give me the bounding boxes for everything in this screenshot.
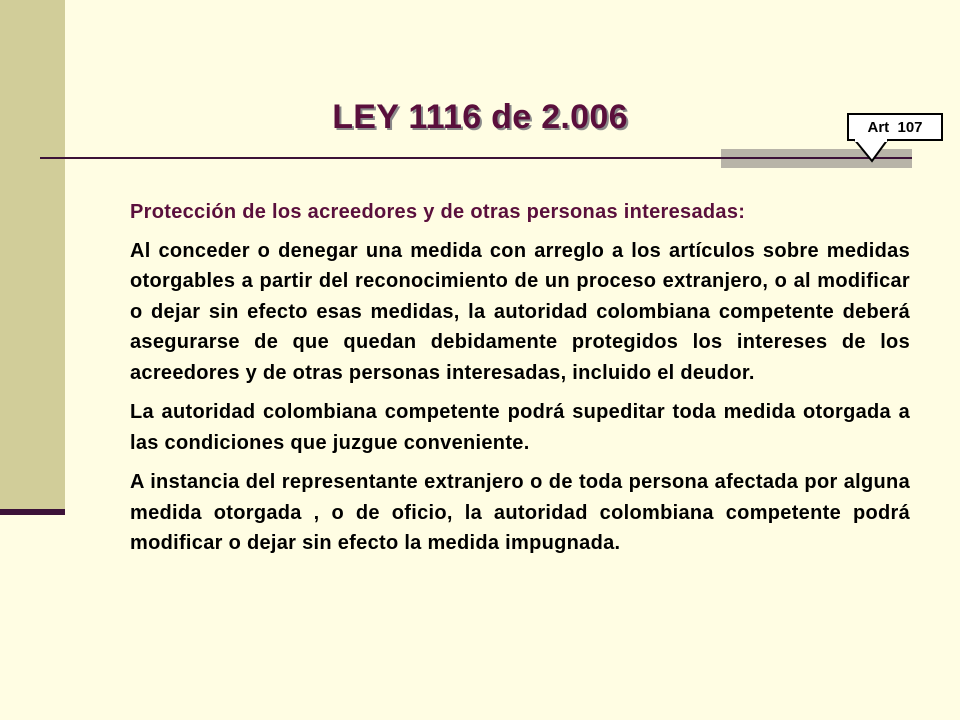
left-band-divider (0, 509, 65, 515)
article-callout: Art 107 (847, 113, 943, 141)
slide-body (130, 197, 910, 568)
left-decorative-band (0, 0, 65, 512)
paragraph-1: Al conceder o denegar una medida con arreglo a los artículos sobre medidas otorgables a partir del reconocimiento de un proceso extranjero, o al modificar o dejar sin efecto esas medidas, la autoridad colombiana competente deberá asegurarse de que quedan debidamente protegidos los intereses de los acreedores y de otras personas interesadas, incluido el deudor. (130, 239, 910, 384)
title-rule (40, 157, 912, 159)
paragraph-2: La autoridad colombiana competente podrá supeditar toda medida otorgada a las condiciones que juzgue conveniente. (130, 401, 910, 454)
callout-pointer-icon (852, 139, 892, 163)
slide-title: LEY 1116 de 2.006 (332, 98, 628, 136)
paragraph-3: A instancia del representante extranjero o de toda persona afectada por alguna medida otorgada , o de oficio, la autoridad colombiana competente podrá modificar o dejar sin efecto la medida impugnada. (130, 471, 910, 554)
section-subheading: Protección de los acreedores y de otras personas interesadas: (130, 201, 746, 223)
